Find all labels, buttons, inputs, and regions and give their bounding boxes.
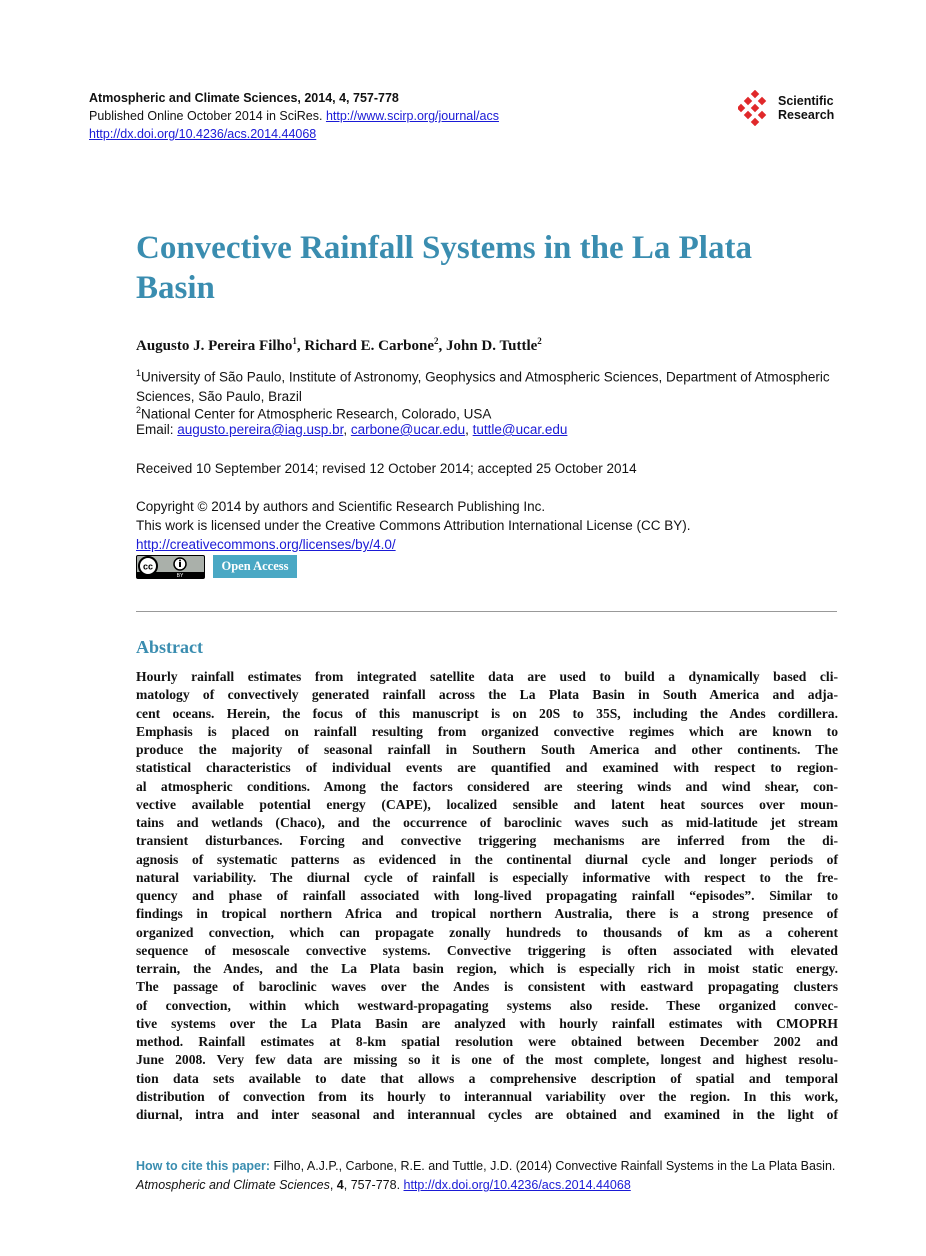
abstract-line: organized convection, which can propagate zonally hundreds to thousands of km as a coherent <box>136 924 838 940</box>
received-dates: Received 10 September 2014; revised 12 October 2014; accepted 25 October 2014 <box>136 461 637 476</box>
citation-journal: Atmospheric and Climate Sciences <box>136 1178 330 1192</box>
abstract-line: tains and wetlands (Chaco), and the occurrence of baroclinic waves such as mid-latitude jet stream <box>136 815 838 830</box>
abstract-line: distribution of convection from its hourly to interannual variability over the region. In this work, <box>136 1088 838 1104</box>
authors: Augusto J. Pereira Filho$^1$, Richard E. Carbone$^2$, John D. Tuttle$^2$ <box>136 336 542 354</box>
aff-sup: 2 <box>136 405 142 415</box>
abstract-line: quency and phase of rainfall associated with long-lived propagating rainfall “episodes”. Similar to <box>136 888 838 903</box>
author-sup: 2 <box>537 336 542 346</box>
aff-text: National Center for Atmospheric Research, Colorado, USA <box>141 406 492 422</box>
abstract-body <box>136 668 838 1124</box>
logo-line2: Research <box>778 108 835 122</box>
citation-label: How to cite this paper: <box>136 1159 274 1173</box>
abstract-line: of convection, within which westward-propagating systems also reside. These organized convec- <box>136 997 838 1013</box>
abstract-line: transient disturbances. Forcing and convective triggering mechanisms are inferred from the di- <box>136 833 838 849</box>
license-link[interactable]: http://creativecommons.org/licenses/by/4.0/ <box>136 537 396 552</box>
email-link[interactable]: augusto.pereira@iag.usp.br <box>177 422 344 437</box>
logo-diamonds-icon <box>738 90 774 126</box>
journal-link[interactable]: http://www.scirp.org/journal/acs <box>325 109 499 123</box>
citation-volume: 4 <box>336 1178 344 1192</box>
citation-pages: , 757-778. <box>343 1178 404 1192</box>
paper-title: Convective Rainfall Systems in the La Plata Basin <box>136 230 752 306</box>
email-link[interactable]: carbone@ucar.edu <box>350 422 466 437</box>
abstract-line: terrain, the Andes, and the La Plata basin region, which is especially rich in moist static energy. <box>136 961 838 976</box>
abstract-line: cent oceans. Herein, the focus of this manuscript is on 20S to 35S, including the Andes cordillera. <box>136 705 838 721</box>
abstract-line: June 2008. Very few data are missing so it is one of the most complete, longest and highest resolu- <box>136 1052 838 1068</box>
abstract-line: natural variability. The diurnal cycle of rainfall is especially informative with respect to the fre- <box>136 869 838 885</box>
citation: How to cite this paper: Filho, A.J.P., Carbone, R.E. and Tuttle, J.D. (2014) Convective Rainfall Systems in the La Plata Basin. Atmospheric and Climate Sciences, 4, 757-778. http://dx.doi.org/10.4236/acs.2014.44068 <box>136 1159 836 1192</box>
aff-sup: 1 <box>136 368 142 378</box>
author: Augusto J. Pereira Filho <box>136 338 293 354</box>
email-label: Email: <box>136 422 178 437</box>
abstract-line: findings in tropical northern Africa and tropical northern Australia, there is a strong presence of <box>136 906 838 922</box>
published-line <box>89 107 499 125</box>
abstract-line: Hourly rainfall estimates from integrated satellite data are used to build a dynamically based cli- <box>136 669 838 684</box>
author: Richard E. Carbone <box>304 338 434 354</box>
abstract-line: method. Rainfall estimates at 8-km spatial resolution were obtained between December 2002 and <box>136 1034 838 1049</box>
author-sup: 2 <box>433 336 439 346</box>
aff-text: University of São Paulo, Institute of Astronomy, Geophysics and Atmospheric Sciences, Department of Atmospheric Sciences, São Paulo, Brazil <box>136 369 830 404</box>
abstract-line: tive systems over the La Plata Basin are analyzed with hourly rainfall estimates with CMOPRH <box>136 1015 838 1031</box>
author: John D. Tuttle <box>445 338 538 354</box>
journal-info: Atmospheric and Climate Sciences, 2014, 4, 757-778 <box>89 91 399 105</box>
abstract-line: Emphasis is placed on rainfall resulting from organized convective regimes which are known to <box>136 723 838 739</box>
email-link[interactable]: tuttle@ucar.edu <box>472 422 568 437</box>
abstract-heading: Abstract <box>136 637 203 657</box>
abstract-line: al atmospheric conditions. Among the factors considered are steering winds and wind shear, con- <box>136 778 838 794</box>
abstract-line: statistical characteristics of individual events are quantified and examined with respect to region- <box>136 760 838 776</box>
abstract-line: sequence of mesoscale convective systems. Convective triggering is often associated with elevated <box>136 942 838 958</box>
email-line: Email: augusto.pereira@iag.usp.br, carbone@ucar.edu, tuttle@ucar.edu <box>136 422 568 437</box>
citation-doi-link[interactable]: http://dx.doi.org/10.4236/acs.2014.44068 <box>403 1178 631 1192</box>
doi-link[interactable]: http://dx.doi.org/10.4236/acs.2014.44068 <box>89 127 317 141</box>
svg-text:BY: BY <box>176 573 184 578</box>
copyright: Copyright © 2014 by authors and Scientific Research Publishing Inc. <box>136 499 546 514</box>
abstract-line: The passage of baroclinic waves over the Andes is consistent with eastward propagating clusters <box>136 979 838 995</box>
cc-by-badge[interactable] <box>136 555 205 579</box>
logo-text <box>778 94 834 122</box>
logo-line1: Scientific <box>778 94 834 108</box>
published-text: Published Online October 2014 in SciRes. <box>89 109 326 123</box>
svg-text:cc: cc <box>142 561 154 572</box>
doi-line <box>89 125 316 143</box>
cc-by-icon <box>137 556 204 578</box>
abstract-line: matology of convectively generated rainfall across the La Plata Basin in South America and adja- <box>136 687 838 703</box>
author-sup: 1 <box>292 336 297 346</box>
abstract-line: diurnal, intra and inter seasonal and interannual cycles are obtained and examined in the light of <box>136 1107 838 1122</box>
license-text: This work is licensed under the Creative Commons Attribution International License (CC BY). <box>136 518 691 533</box>
abstract-line: agnosis of systematic patterns as evidenced in the continental diurnal cycle and longer periods of <box>136 851 838 867</box>
citation-text: Filho, A.J.P., Carbone, R.E. and Tuttle, J.D. (2014) Convective Rainfall Systems in the La Plata Basin. <box>273 1159 836 1173</box>
abstract-line: produce the majority of seasonal rainfall in Southern South America and other continents. The <box>136 742 838 757</box>
scientific-research-logo <box>738 90 834 126</box>
affiliation-1 <box>136 364 836 406</box>
divider <box>136 611 837 612</box>
license-line <box>136 535 836 554</box>
abstract-line: tion data sets available to date that allows a comprehensive description of spatial and temporal <box>136 1070 838 1086</box>
open-access-badge[interactable]: Open Access <box>213 555 297 578</box>
abstract-line: vective available potential energy (CAPE), localized sensible and latent heat sources over moun- <box>136 796 838 812</box>
